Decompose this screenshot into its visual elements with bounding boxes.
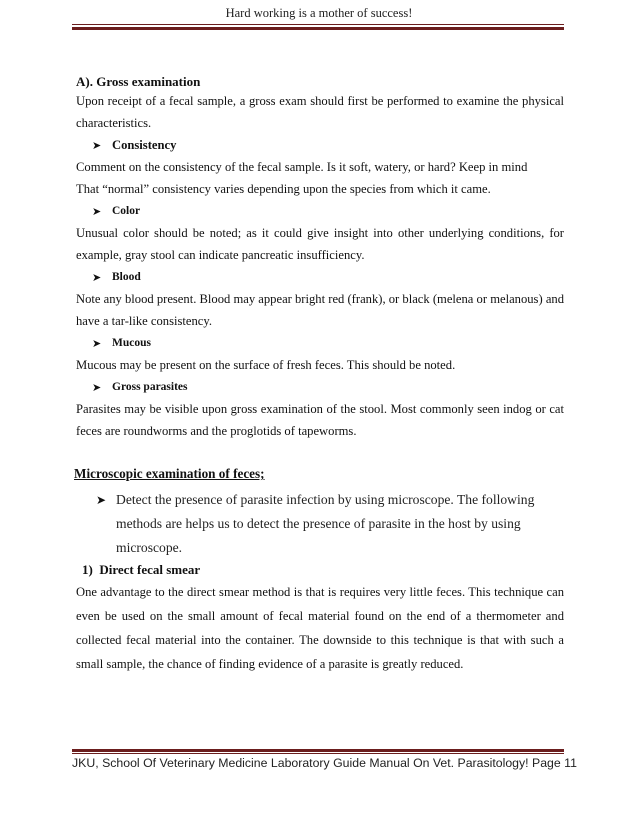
section-a-intro: Upon receipt of a fecal sample, a gross exam should first be performed to examine the physical characteristics.	[76, 94, 564, 130]
blood-body: Note any blood present. Blood may appear bright red (frank), or black (melena or melanous) and have a tar-like consistency.	[76, 292, 564, 328]
microscopic-section-title: Microscopic examination of feces;	[74, 466, 265, 481]
microscopic-bullet	[96, 488, 564, 560]
page-content	[76, 74, 564, 676]
arrowhead-bullet-icon: ➤	[92, 204, 102, 218]
footer-rule-thick	[72, 749, 564, 752]
spacer	[76, 442, 564, 464]
subheading-color: ➤ Color	[92, 204, 141, 218]
header-rule-thick	[72, 27, 564, 30]
header-rule-thin	[72, 24, 564, 25]
subheading-consistency: ➤ Consistency	[92, 137, 177, 152]
footer-rule-thin	[72, 753, 564, 754]
subheading-gross-parasites: ➤ Gross parasites	[92, 380, 188, 394]
footer-text: JKU, School Of Veterinary Medicine Laboratory Guide Manual On Vet. Parasitology! Page 11	[72, 756, 577, 770]
arrowhead-bullet-icon: ➤	[92, 380, 102, 394]
subheading-blood: ➤ Blood	[92, 270, 141, 284]
mucous-body: Mucous may be present on the surface of fresh feces. This should be noted.	[76, 358, 456, 372]
arrowhead-bullet-icon: ➤	[92, 138, 102, 152]
gross-parasites-body: Parasites may be visible upon gross examination of the stool. Most commonly seen indog or cat feces are roundworms and the proglotids of tapeworms.	[76, 402, 564, 438]
arrowhead-bullet-icon: ➤	[92, 270, 102, 284]
arrowhead-bullet-icon: ➤	[92, 336, 102, 350]
microscopic-bullet-text: Detect the presence of parasite infection by using microscope. The following methods are helps us to detect the presence of parasite in the host by using microscope.	[116, 492, 535, 555]
subheading-mucous: ➤ Mucous	[92, 336, 151, 350]
direct-fecal-smear-heading: 1) Direct fecal smear	[82, 562, 201, 577]
arrowhead-bullet-icon: ➤	[96, 493, 107, 507]
consistency-line-2: That “normal” consistency varies depending upon the species from which it came.	[76, 182, 491, 196]
section-a-title: A). Gross examination	[76, 74, 201, 89]
direct-fecal-smear-body: One advantage to the direct smear method is that is requires very little feces. This technique can even be used on the small amount of fecal material found on the end of a thermometer and collected fecal material into the container. The downside to this technique is that with such a small sample, the chance of finding evidence of a parasite is greatly reduced.	[76, 585, 564, 671]
consistency-line-1: Comment on the consistency of the fecal sample. Is it soft, watery, or hard? Keep in mind	[76, 160, 528, 174]
color-body: Unusual color should be noted; as it could give insight into other underlying conditions, for example, gray stool can indicate pancreatic insufficiency.	[76, 226, 564, 262]
header-text: Hard working is a mother of success!	[225, 6, 413, 20]
